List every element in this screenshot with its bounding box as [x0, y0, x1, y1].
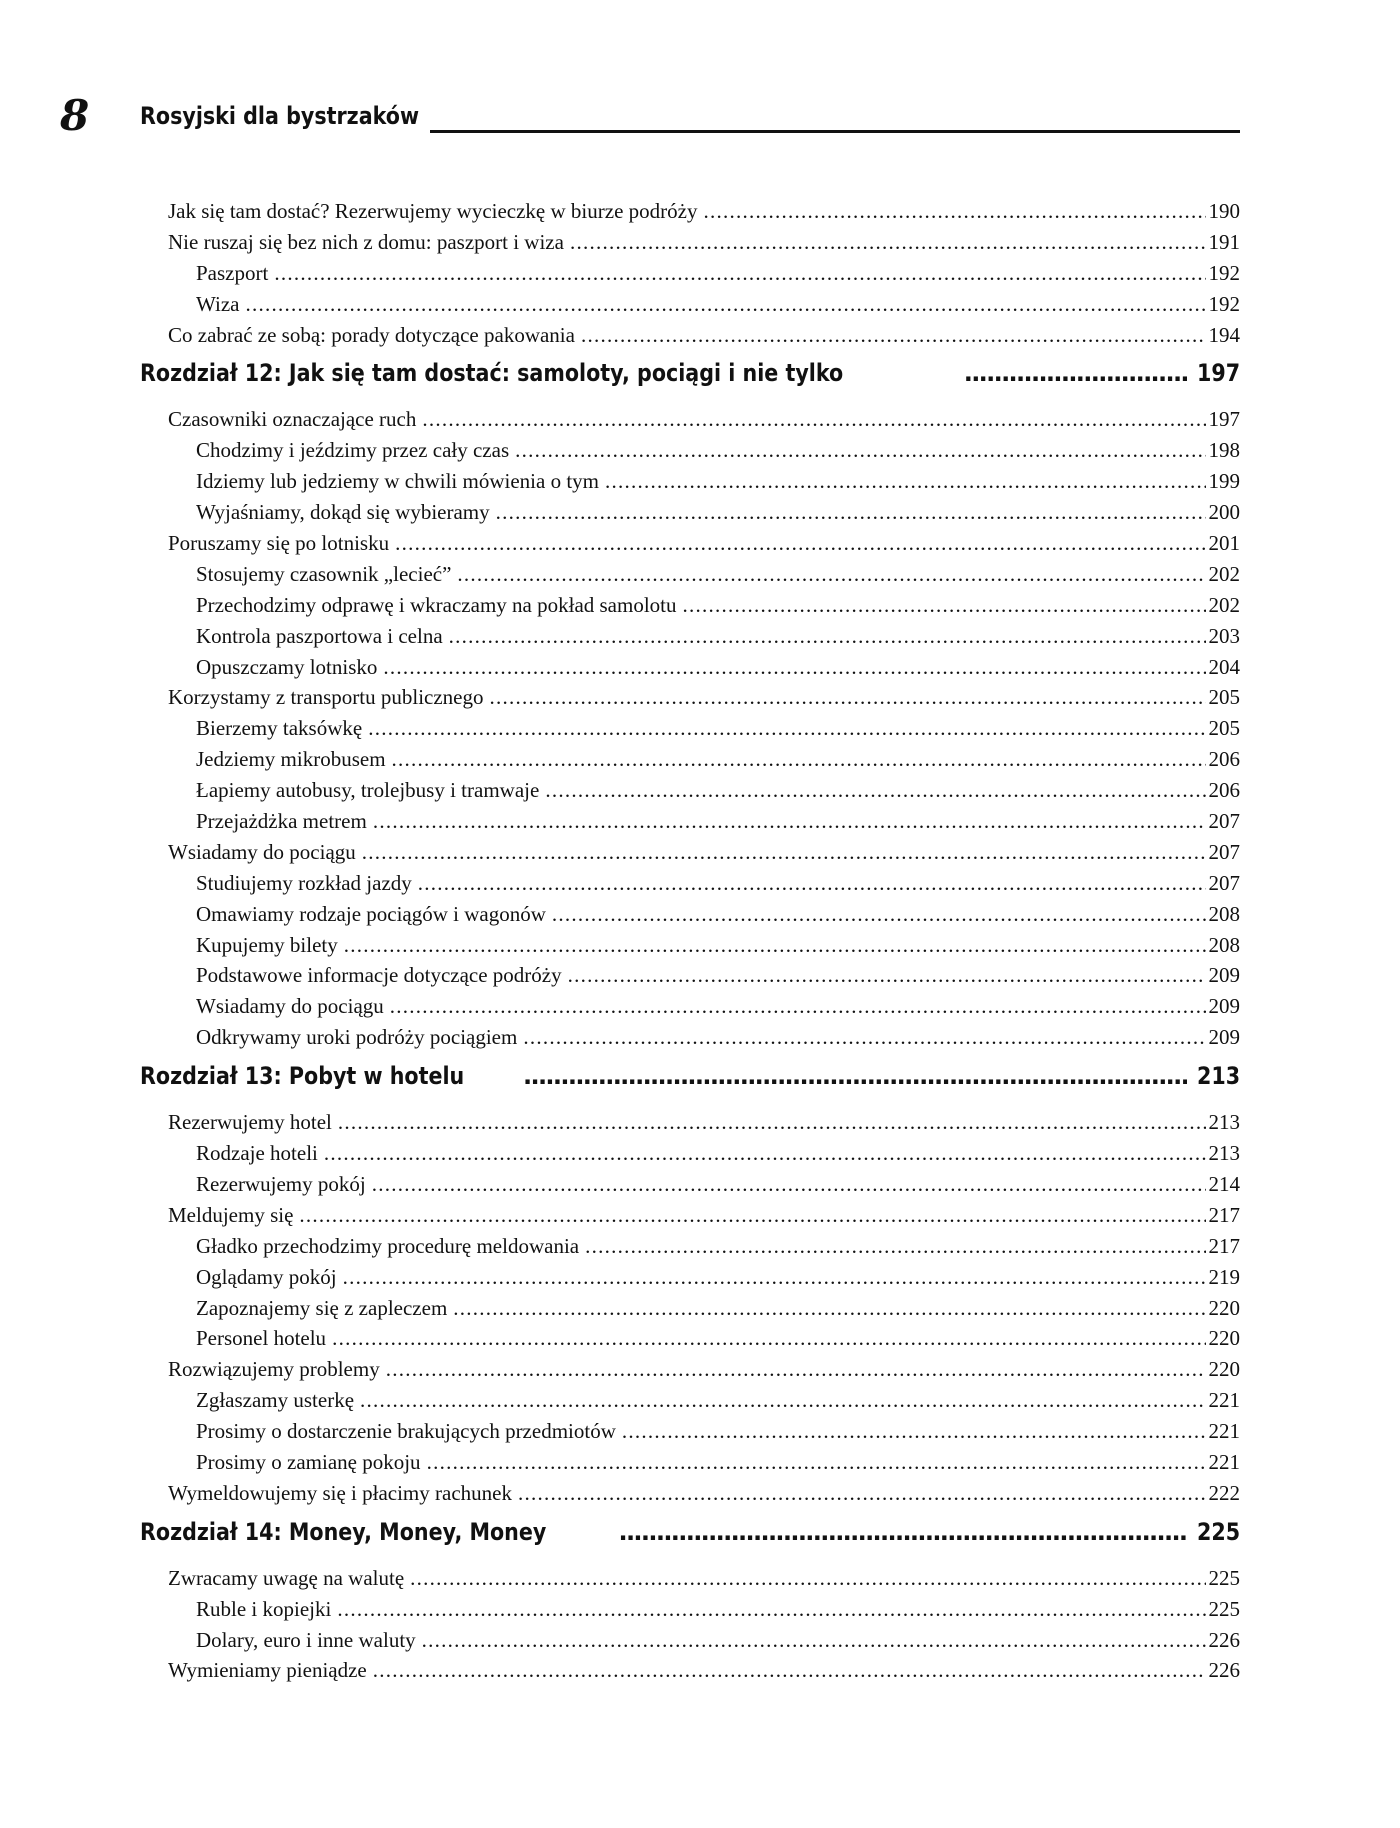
dot-leader [386, 1354, 1206, 1385]
page-ref: 208 [1208, 932, 1240, 957]
toc-section-entry [140, 1323, 1240, 1354]
toc-section-entry [140, 1447, 1240, 1478]
toc-section-entry [140, 1655, 1240, 1686]
toc-section-entry [140, 930, 1240, 961]
toc-section-entry [140, 960, 1240, 991]
dot-leader [552, 899, 1206, 930]
dot-leader [332, 1323, 1205, 1354]
dot-leader [368, 713, 1205, 744]
section-title: Ruble i kopiejki [196, 1596, 332, 1621]
dot-leader [343, 1262, 1206, 1293]
section-title: Nie ruszaj się bez nich z domu: paszport i wiza [168, 229, 564, 254]
toc-chapter-entry [140, 1061, 1240, 1103]
page-header [60, 92, 1240, 140]
section-title: Idziemy lub jedziemy w chwili mówienia o tym [196, 469, 599, 494]
section-title: Zgłaszamy usterkę [196, 1388, 355, 1413]
dot-leader [449, 621, 1206, 652]
section-title: Stosujemy czasownik „lecieć” [196, 561, 452, 586]
dot-leader [410, 1563, 1205, 1594]
dot-leader [390, 991, 1206, 1022]
dot-leader [703, 196, 1205, 227]
toc-section-entry [140, 1169, 1240, 1200]
page-ref: 208 [1208, 901, 1240, 926]
page-ref: 220 [1208, 1357, 1240, 1382]
dot-leader [545, 775, 1205, 806]
toc-chapter-entry [140, 358, 1240, 400]
dot-leader [338, 1107, 1206, 1138]
toc-section-entry [140, 1262, 1240, 1293]
page-ref: 203 [1208, 623, 1240, 648]
table-of-contents [140, 196, 1240, 1686]
section-title: Jak się tam dostać? Rezerwujemy wycieczkę w biurze podróży [168, 199, 698, 223]
toc-section-entry [140, 868, 1240, 899]
dot-leader [373, 806, 1206, 837]
section-title: Chodzimy i jeździmy przez cały czas [196, 438, 510, 463]
page-ref: 217 [1208, 1202, 1240, 1227]
page-ref: 204 [1208, 654, 1240, 679]
page-ref: 222 [1208, 1480, 1240, 1505]
page-ref: 221 [1208, 1388, 1240, 1413]
section-title: Co zabrać ze sobą: porady dotyczące pakowania [168, 322, 575, 347]
dot-leader [515, 435, 1205, 466]
toc-section-entry [140, 404, 1240, 435]
dot-leader [523, 1061, 1187, 1091]
section-title: Przejażdżka metrem [196, 809, 367, 834]
page-ref: 226 [1208, 1658, 1240, 1683]
dot-leader [344, 930, 1206, 961]
dot-leader [395, 528, 1205, 559]
dot-leader [299, 1200, 1205, 1231]
section-title: Wymieniamy pieniądze [168, 1658, 367, 1683]
toc-section-entry [140, 1385, 1240, 1416]
section-title: Rodzaje hoteli [196, 1141, 318, 1166]
dot-leader [605, 466, 1206, 497]
page-ref: 217 [1208, 1233, 1240, 1258]
section-title: Meldujemy się [168, 1202, 294, 1227]
section-title: Gładko przechodzimy procedurę meldowania [196, 1233, 580, 1258]
dot-leader [337, 1594, 1205, 1625]
dot-leader [373, 1655, 1206, 1686]
section-title: Wiza [196, 291, 240, 316]
dot-leader [683, 590, 1206, 621]
dot-leader [457, 559, 1205, 590]
page-ref: 191 [1208, 229, 1240, 254]
section-title: Paszport [196, 260, 269, 285]
page-ref: 225 [1208, 1565, 1240, 1590]
toc-section-entry [140, 713, 1240, 744]
page-ref: 213 [1208, 1110, 1240, 1135]
toc-section-entry [140, 289, 1240, 320]
toc-section-entry [140, 1354, 1240, 1385]
toc-section-entry [140, 1231, 1240, 1262]
page-ref: 209 [1208, 994, 1240, 1019]
page-ref: 198 [1208, 438, 1240, 463]
page-ref: 220 [1208, 1326, 1240, 1351]
page-ref: 207 [1208, 839, 1240, 864]
page-ref: 201 [1208, 531, 1240, 556]
section-title: Łapiemy autobusy, trolejbusy i tramwaje [196, 778, 540, 803]
toc-section-entry [140, 899, 1240, 930]
chapter-title: Rozdział 12: Jak się tam dostać: samoloty, pociągi i nie tylko [140, 359, 844, 388]
page-ref: 214 [1208, 1171, 1240, 1196]
page-number: 8 [60, 91, 90, 140]
dot-leader [422, 1625, 1206, 1656]
dot-leader [570, 227, 1206, 258]
dot-leader [392, 744, 1206, 775]
toc-section-entry [140, 775, 1240, 806]
toc-section-entry [140, 744, 1240, 775]
section-title: Prosimy o zamianę pokoju [196, 1449, 421, 1474]
section-title: Rozwiązujemy problemy [168, 1357, 380, 1382]
page-ref: 213 [1196, 1062, 1240, 1091]
section-title: Przechodzimy odprawę i wkraczamy na pokład samolotu [196, 592, 677, 617]
dot-leader [622, 1416, 1206, 1447]
section-title: Bierzemy taksówkę [196, 716, 363, 741]
page-ref: 221 [1208, 1449, 1240, 1474]
dot-leader [245, 289, 1205, 320]
page-ref: 225 [1208, 1596, 1240, 1621]
dot-leader [362, 837, 1206, 868]
chapter-title: Rozdział 13: Pobyt w hotelu [140, 1062, 465, 1091]
section-title: Prosimy o dostarczenie brakujących przedmiotów [196, 1419, 616, 1444]
page-ref: 197 [1196, 359, 1240, 388]
dot-leader [523, 1022, 1205, 1053]
page-ref: 199 [1208, 469, 1240, 494]
toc-section-entry [140, 1200, 1240, 1231]
section-title: Kontrola paszportowa i celna [196, 623, 443, 648]
section-title: Korzystamy z transportu publicznego [168, 685, 484, 710]
section-title: Wymeldowujemy się i płacimy rachunek [168, 1480, 512, 1505]
toc-section-entry [140, 1594, 1240, 1625]
section-title: Oglądamy pokój [196, 1264, 337, 1289]
page-ref: 197 [1208, 407, 1240, 432]
dot-leader [418, 868, 1206, 899]
section-title: Opuszczamy lotnisko [196, 654, 378, 679]
page-ref: 200 [1208, 500, 1240, 525]
dot-leader [964, 358, 1187, 388]
dot-leader [422, 404, 1205, 435]
section-title: Zapoznajemy się z zapleczem [196, 1295, 448, 1320]
section-title: Wsiadamy do pociągu [168, 839, 356, 864]
section-title: Rezerwujemy hotel [168, 1110, 332, 1135]
page-ref: 225 [1196, 1517, 1240, 1546]
toc-section-entry [140, 320, 1240, 351]
dot-leader [372, 1169, 1206, 1200]
toc-section-entry [140, 1563, 1240, 1594]
toc-section-entry [140, 227, 1240, 258]
page-ref: 202 [1208, 592, 1240, 617]
chapter-title: Rozdział 14: Money, Money, Money [140, 1517, 547, 1546]
page-ref: 205 [1208, 685, 1240, 710]
toc-section-entry [140, 1107, 1240, 1138]
section-title: Omawiamy rodzaje pociągów i wagonów [196, 901, 546, 926]
page-ref: 213 [1208, 1141, 1240, 1166]
page-ref: 207 [1208, 809, 1240, 834]
toc-section-entry [140, 837, 1240, 868]
dot-leader [383, 652, 1205, 683]
page-ref: 209 [1208, 1025, 1240, 1050]
section-title: Wyjaśniamy, dokąd się wybieramy [196, 500, 490, 525]
toc-section-entry [140, 1478, 1240, 1509]
page-ref: 226 [1208, 1627, 1240, 1652]
section-title: Zwracamy uwagę na walutę [168, 1565, 405, 1590]
toc-section-entry [140, 1022, 1240, 1053]
page-ref: 206 [1208, 747, 1240, 772]
book-title: Rosyjski dla bystrzaków [140, 102, 420, 130]
page-ref: 194 [1208, 322, 1240, 347]
page-ref: 192 [1208, 291, 1240, 316]
dot-leader [618, 1517, 1186, 1547]
toc-section-entry [140, 466, 1240, 497]
page-ref: 206 [1208, 778, 1240, 803]
dot-leader [427, 1447, 1206, 1478]
section-title: Wsiadamy do pociągu [196, 994, 384, 1019]
section-title: Czasowniki oznaczające ruch [168, 407, 417, 432]
section-title: Poruszamy się po lotnisku [168, 531, 390, 556]
toc-section-entry [140, 559, 1240, 590]
section-title: Kupujemy bilety [196, 932, 338, 957]
toc-chapter-entry [140, 1517, 1240, 1559]
page-ref: 219 [1208, 1264, 1240, 1289]
toc-section-entry [140, 497, 1240, 528]
dot-leader [324, 1138, 1206, 1169]
section-title: Odkrywamy uroki podróży pociągiem [196, 1025, 518, 1050]
toc-section-entry [140, 806, 1240, 837]
toc-section-entry [140, 1138, 1240, 1169]
toc-section-entry [140, 1625, 1240, 1656]
toc-section-entry [140, 621, 1240, 652]
section-title: Dolary, euro i inne waluty [196, 1627, 416, 1652]
dot-leader [490, 682, 1206, 713]
page-ref: 190 [1208, 199, 1240, 223]
toc-section-entry [140, 991, 1240, 1022]
toc-section-entry [140, 682, 1240, 713]
page-ref: 221 [1208, 1419, 1240, 1444]
page-ref: 220 [1208, 1295, 1240, 1320]
dot-leader [581, 320, 1206, 351]
page-ref: 205 [1208, 716, 1240, 741]
page-ref: 192 [1208, 260, 1240, 285]
toc-section-entry [140, 590, 1240, 621]
dot-leader [585, 1231, 1205, 1262]
page-ref: 207 [1208, 870, 1240, 895]
toc-section-entry [140, 258, 1240, 289]
toc-section-entry [140, 652, 1240, 683]
toc-section-entry [140, 196, 1240, 227]
toc-section-entry [140, 1416, 1240, 1447]
page-ref: 202 [1208, 561, 1240, 586]
dot-leader [518, 1478, 1206, 1509]
toc-section-entry [140, 435, 1240, 466]
section-title: Podstawowe informacje dotyczące podróży [196, 963, 562, 988]
dot-leader [568, 960, 1206, 991]
dot-leader [274, 258, 1205, 289]
header-rule [430, 130, 1240, 133]
toc-section-entry [140, 528, 1240, 559]
section-title: Studiujemy rozkład jazdy [196, 870, 412, 895]
dot-leader [453, 1293, 1205, 1324]
toc-section-entry [140, 1293, 1240, 1324]
section-title: Rezerwujemy pokój [196, 1171, 366, 1196]
page-ref: 209 [1208, 963, 1240, 988]
dot-leader [360, 1385, 1205, 1416]
section-title: Personel hotelu [196, 1326, 327, 1351]
section-title: Jedziemy mikrobusem [196, 747, 386, 772]
dot-leader [496, 497, 1206, 528]
